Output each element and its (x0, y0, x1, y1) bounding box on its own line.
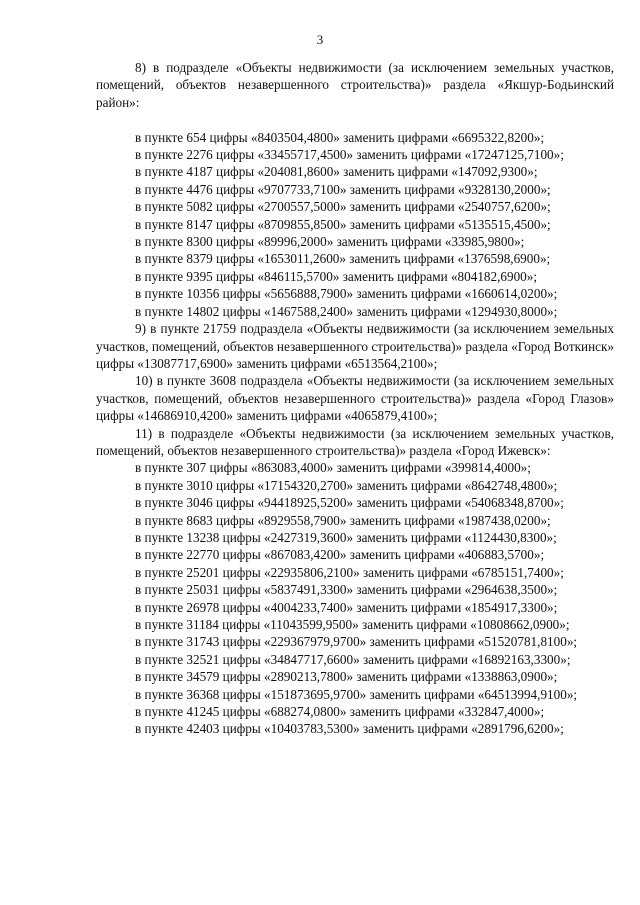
amendment-line: в пункте 42403 цифры «10403783,5300» заменить цифрами «2891796,6200»; (135, 721, 564, 737)
amendment-line: в пункте 36368 цифры «151873695,9700» заменить цифрами «64513994,9100»; (135, 686, 578, 702)
amendment-line: в пункте 8683 цифры «8929558,7900» заменить цифрами «1987438,0200»; (135, 512, 551, 528)
amendment-line: в пункте 41245 цифры «688274,0800» заменить цифрами «332847,4000»; (135, 704, 545, 720)
amendment-line: в пункте 307 цифры «863083,4000» заменить цифрами «399814,4000»; (135, 460, 531, 476)
amendment-line: в пункте 8147 цифры «8709855,8500» заменить цифрами «5135515,4500»; (135, 216, 551, 232)
amendment-line: в пункте 654 цифры «8403504,4800» заменить цифрами «6695322,8200»; (135, 129, 545, 145)
amendment-line: в пункте 3010 цифры «17154320,2700» заменить цифрами «8642748,4800»; (135, 477, 558, 493)
amendment-line: в пункте 9395 цифры «846115,5700» заменить цифрами «804182,6900»; (135, 268, 538, 284)
amendment-line: в пункте 34579 цифры «2890213,7800» заменить цифрами «1338863,0900»; (135, 669, 558, 685)
amendment-line: в пункте 5082 цифры «2700557,5000» заменить цифрами «2540757,6200»; (135, 199, 551, 215)
paragraph-item-8: 8) в подразделе «Объекты недвижимости (за исключением земельных участков, помещений, объектов незавершенного строительства)» раздела «Якшур-Бодьинский район»: (96, 60, 614, 110)
amendment-line: в пункте 13238 цифры «2427319,3600» заменить цифрами «1124430,8300»; (135, 529, 557, 545)
document-body (96, 59, 614, 738)
amendment-line: в пункте 26978 цифры «4004233,7400» заменить цифрами «1854917,3300»; (135, 599, 558, 615)
amendment-line: в пункте 25031 цифры «5837491,3300» заменить цифрами «2964638,3500»; (135, 582, 558, 598)
paragraph-item-10: 10) в пункте 3608 подраздела «Объекты недвижимости (за исключением земельных участков, помещений, объектов незавершенного строительства)» раздела «Город Глазов» цифры «14686910,4200» заменить цифрами «4065879,4100»; (96, 373, 614, 424)
amendment-line: в пункте 25201 цифры «22935806,2100» заменить цифрами «6785151,7400»; (135, 564, 564, 580)
amendment-line: в пункте 2276 цифры «33455717,4500» заменить цифрами «17247125,7100»; (135, 147, 564, 163)
amendment-line: в пункте 22770 цифры «867083,4200» заменить цифрами «406883,5700»; (135, 547, 545, 563)
amendment-line: в пункте 4187 цифры «204081,8600» заменить цифрами «147092,9300»; (135, 164, 538, 180)
paragraph-item-11: 11) в подразделе «Объекты недвижимости (за исключением земельных участков, помещений, объектов незавершенного строительства)» раздела «Город Ижевск»: (96, 425, 614, 458)
amendment-line: в пункте 31184 цифры «11043599,9500» заменить цифрами «10808662,0900»; (135, 617, 570, 632)
amendment-line: в пункте 10356 цифры «5656888,7900» заменить цифрами «1660614,0200»; (135, 286, 558, 302)
amendment-line: в пункте 3046 цифры «94418925,5200» заменить цифрами «54068348,8700»; (135, 495, 564, 511)
amendment-line: в пункте 14802 цифры «1467588,2400» заменить цифрами «1294930,8000»; (135, 303, 558, 319)
amendment-line: в пункте 8379 цифры «1653011,2600» заменить цифрами «1376598,6900»; (135, 251, 551, 267)
page-number: 3 (316, 32, 324, 47)
amendment-line: в пункте 31743 цифры «229367979,9700» заменить цифрами «51520781,8100»; (135, 634, 578, 650)
paragraph-item-9: 9) в пункте 21759 подраздела «Объекты недвижимости (за исключением земельных участков, помещений, объектов незавершенного строительства)» раздела «Город Воткинск» цифры «13087717,6900» заменить цифрами «6513564,2100»; (96, 321, 614, 371)
amendment-line: в пункте 4476 цифры «9707733,7100» заменить цифрами «9328130,2000»; (135, 181, 551, 197)
amendment-line: в пункте 32521 цифры «34847717,6600» заменить цифрами «16892163,3300»; (135, 651, 571, 667)
amendment-line: в пункте 8300 цифры «89996,2000» заменить цифрами «33985,9800»; (135, 234, 525, 250)
